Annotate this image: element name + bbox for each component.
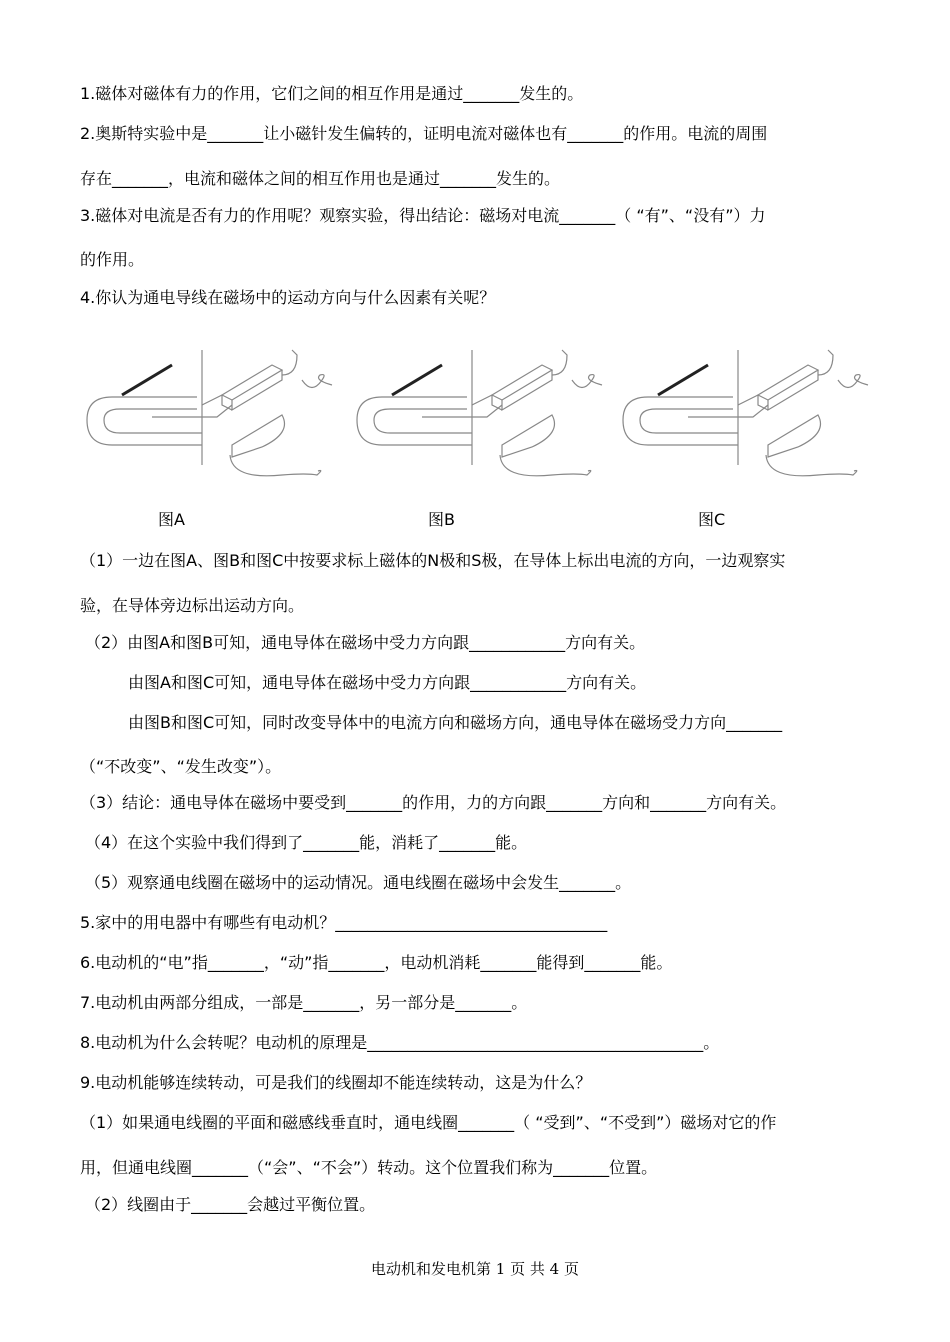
figure-c-caption: 图C [698,510,726,529]
figure-b-caption: 图B [428,510,455,529]
q4-part1-line-2: 验，在导体旁边标出运动方向。 [80,596,305,615]
q4-part3-line: （3）结论：通电导体在磁场中要受到_______的作用，力的方向跟_______方向和_______方向有关。 [80,793,787,812]
horseshoe-magnet-diagram [357,350,602,476]
q2-line-1: 2.奥斯特实验中是_______让小磁针发生偏转的，证明电流对磁体也有_______的作用。电流的周围 [80,124,768,143]
q4-part1-line-1: （1）一边在图A、图B和图C中按要求标上磁体的N极和S极，在导体上标出电流的方向，一边观察实 [80,551,786,570]
page-footer: 电动机和发电机第 1 页 共 4 页 [371,1260,579,1278]
q1-line: 1.磁体对磁体有力的作用，它们之间的相互作用是通过_______发生的。 [80,84,584,103]
q9-part2-line: （2）线圈由于_______会越过平衡位置。 [85,1195,376,1214]
q4-part5-line: （5）观察通电线圈在磁场中的运动情况。通电线圈在磁场中会发生_______。 [85,873,632,892]
q4-part2-line-3: 由图B和图C可知，同时改变导体中的电流方向和磁场方向，通电导体在磁场受力方向_______ [128,713,783,732]
conductor-wire [122,365,172,395]
q8-line: 8.电动机为什么会转呢？电动机的原理是__________________________________________。 [80,1033,720,1052]
horseshoe-magnet-diagram [87,350,332,476]
conductor-wire [392,365,442,395]
q6-line: 6.电动机的“电”指_______，“动”指_______，电动机消耗_______能得到_______能。 [80,953,673,972]
q3-line-2: 的作用。 [80,250,145,269]
figure-a-caption: 图A [158,510,185,529]
figure-c [618,335,878,485]
q9-part1-line-1: （1）如果通电线圈的平面和磁感线垂直时，通电线圈_______（ “受到”、“不受到”）磁场对它的作 [80,1113,777,1132]
q4-part2-line-4: （“不改变”、“发生改变”）。 [80,757,282,776]
q4-part2-line-1: （2）由图A和图B可知，通电导体在磁场中受力方向跟____________方向有关。 [85,633,646,652]
figure-a [82,335,342,485]
q9-line: 9.电动机能够连续转动，可是我们的线圈却不能连续转动，这是为什么？ [80,1073,592,1092]
q9-part1-line-2: 用，但通电线圈_______（“会”、“不会”）转动。这个位置我们称为_______位置。 [80,1158,658,1177]
q3-line-1: 3.磁体对电流是否有力的作用呢？观察实验，得出结论：磁场对电流_______（ “有”、“没有”）力 [80,206,766,225]
q4-part4-line: （4）在这个实验中我们得到了_______能，消耗了_______能。 [85,833,528,852]
q2-line-2: 存在_______，电流和磁体之间的相互作用也是通过_______发生的。 [80,169,561,188]
horseshoe-magnet-diagram [623,350,868,476]
q5-line: 5.家中的用电器中有哪些有电动机？__________________________________ [80,913,608,932]
conductor-wire [658,365,708,395]
q4-part2-line-2: 由图A和图C可知，通电导体在磁场中受力方向跟____________方向有关。 [128,673,647,692]
q4-line: 4.你认为通电导线在磁场中的运动方向与什么因素有关呢？ [80,288,496,307]
figure-b [352,335,612,485]
q7-line: 7.电动机由两部分组成，一部是_______，另一部分是_______。 [80,993,528,1012]
